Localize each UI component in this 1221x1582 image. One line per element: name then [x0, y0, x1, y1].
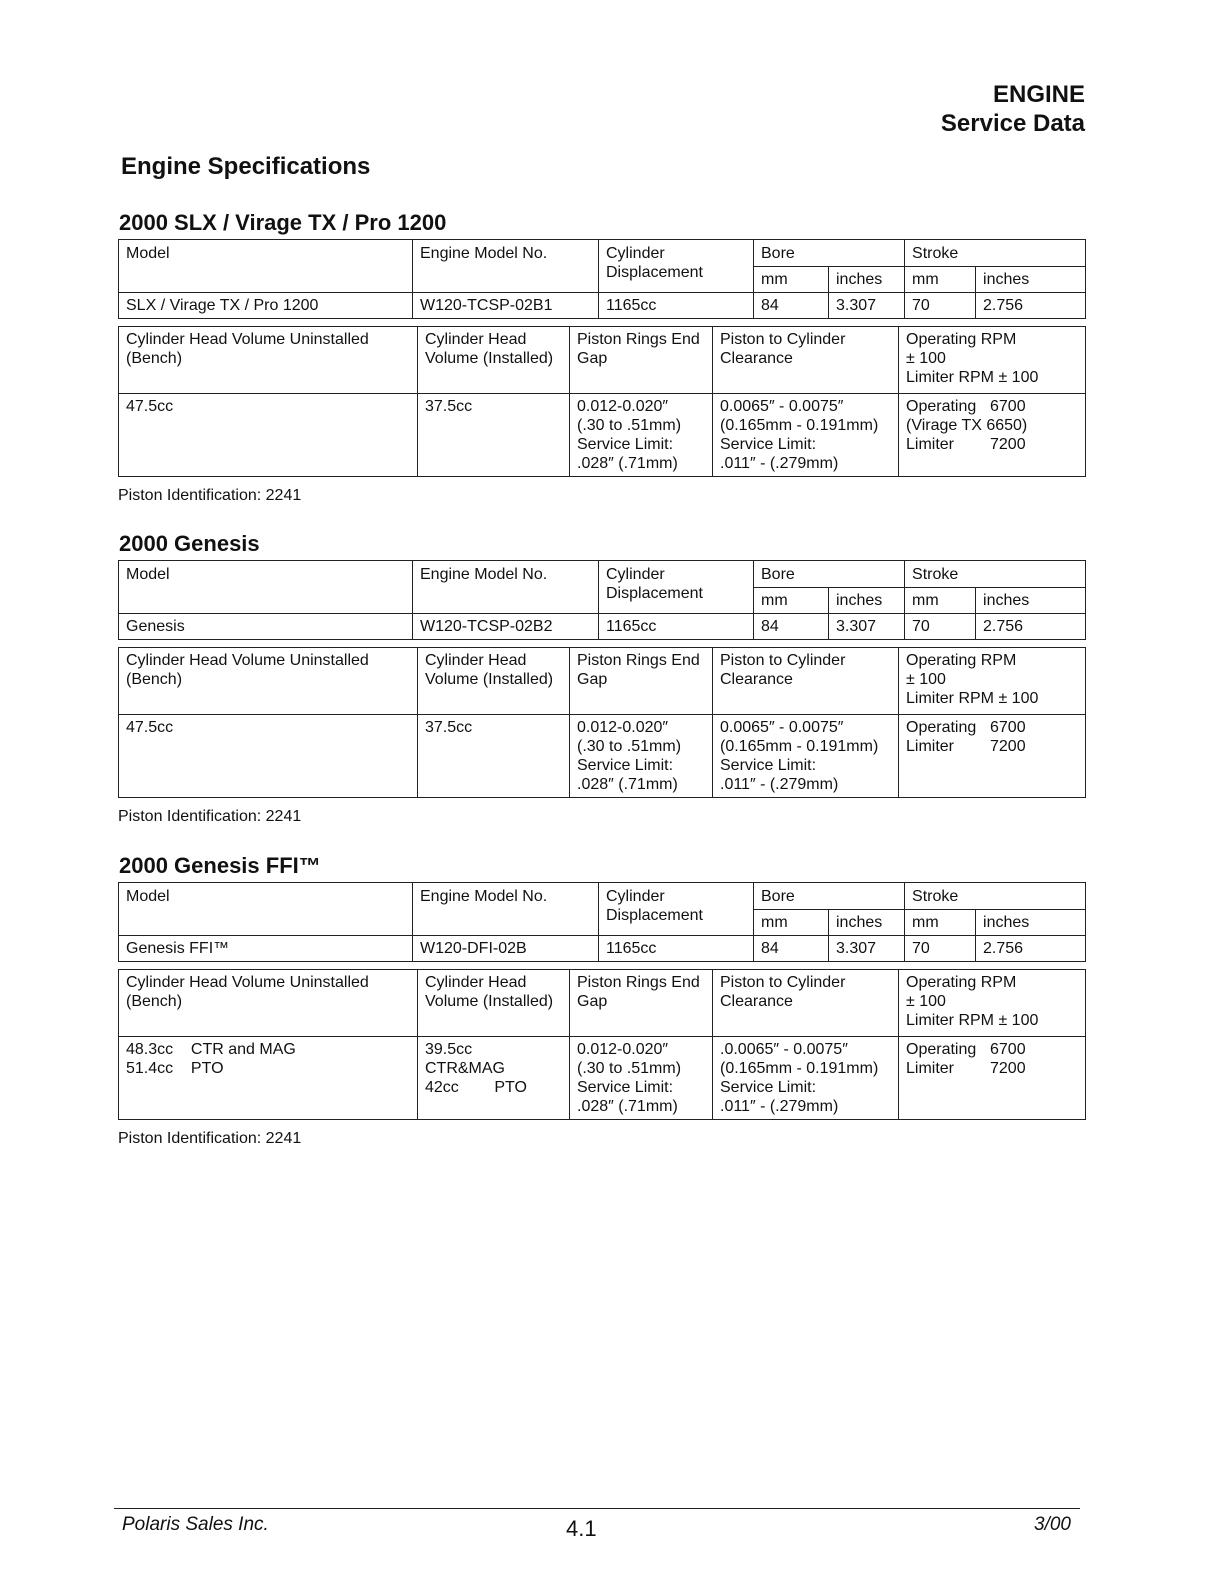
footer-publisher: Polaris Sales Inc.: [122, 1514, 269, 1535]
bore-mm-value: 84: [754, 936, 829, 962]
value-line: .028″ (.71mm): [577, 1098, 678, 1115]
value-line: (.30 to .51mm): [577, 1060, 682, 1077]
rpm-number: 7200: [990, 1060, 1026, 1077]
value-line: 0.012-0.020″: [577, 1041, 669, 1058]
bore-inches-header: inches: [829, 267, 905, 293]
rpm-header-line: ± 100: [906, 671, 946, 688]
head-uninstalled-value: [119, 394, 418, 477]
stroke-mm-header: mm: [905, 267, 976, 293]
section-title: 2000 Genesis: [119, 531, 260, 556]
value-line: (0.165mm - 0.191mm): [720, 417, 879, 434]
col-engine-model-header: Engine Model No.: [413, 561, 599, 614]
value-line: .011″ - (.279mm): [720, 455, 839, 472]
piston-clearance-header: Piston to Cylinder Clearance: [713, 970, 899, 1037]
model-value: Genesis: [119, 614, 413, 640]
footer-divider: [114, 1508, 1080, 1509]
value-line: (0.165mm - 0.191mm): [720, 1060, 879, 1077]
engine-dimensions-table: [118, 239, 1086, 319]
rpm-label: Limiter: [906, 1060, 955, 1077]
head-uninstalled-header: Cylinder Head Volume Uninstalled (Bench): [119, 327, 418, 394]
stroke-inches-header: inches: [976, 588, 1086, 614]
value-line: Service Limit:: [720, 757, 817, 774]
piston-identification: Piston Identification: 2241: [118, 808, 302, 825]
rpm-number: 6700: [990, 1041, 1026, 1058]
piston-rings-header: Piston Rings End Gap: [570, 327, 713, 394]
value-line: 0.0065″ - 0.0075″: [720, 719, 844, 736]
stroke-mm-value: 70: [905, 936, 976, 962]
section-title: 2000 Genesis FFI™: [119, 853, 321, 878]
value-line: Service Limit:: [720, 1079, 817, 1096]
col-model-header: Model: [119, 561, 413, 614]
rpm-value: [899, 394, 1086, 477]
value-line: 37.5cc: [425, 719, 473, 736]
col-engine-model-header: Engine Model No.: [413, 883, 599, 936]
rpm-value: [899, 715, 1086, 798]
rpm-label: Limiter: [906, 436, 955, 453]
rpm-limiter: [906, 435, 1078, 454]
head-uninstalled-header: Cylinder Head Volume Uninstalled (Bench): [119, 970, 418, 1037]
rpm-limiter: [906, 737, 1078, 756]
bore-mm-value: 84: [754, 293, 829, 319]
head-installed-value: [418, 1037, 570, 1120]
head-uninstalled-value: [119, 1037, 418, 1120]
engine-tolerance-table: [118, 969, 1086, 1120]
rpm-label: Operating: [906, 719, 977, 736]
value-line: .028″ (.71mm): [577, 455, 678, 472]
bore-mm-header: mm: [754, 910, 829, 936]
value-line: (0.165mm - 0.191mm): [720, 738, 879, 755]
piston-clearance-value: [713, 715, 899, 798]
value-line: (.30 to .51mm): [577, 738, 682, 755]
value-line: .011″ - (.279mm): [720, 776, 839, 793]
piston-rings-value: [570, 1037, 713, 1120]
piston-identification: Piston Identification: 2241: [118, 1130, 302, 1147]
value-line: 51.4cc PTO: [126, 1060, 224, 1077]
rpm-header-line: ± 100: [906, 993, 946, 1010]
value-line: Service Limit:: [720, 436, 817, 453]
value-line: 39.5cc: [425, 1041, 473, 1058]
value-line: 48.3cc CTR and MAG: [126, 1041, 296, 1058]
head-uninstalled-value: [119, 715, 418, 798]
head-installed-value: [418, 394, 570, 477]
bore-mm-value: 84: [754, 614, 829, 640]
col-bore-header: Bore: [754, 883, 905, 910]
rpm-header-line: Operating RPM: [906, 652, 1017, 669]
stroke-mm-value: 70: [905, 293, 976, 319]
rpm-extra: (Virage TX 6650): [906, 417, 1028, 434]
model-value: SLX / Virage TX / Pro 1200: [119, 293, 413, 319]
col-model-header: Model: [119, 883, 413, 936]
rpm-label: Limiter: [906, 738, 955, 755]
rpm-value: [899, 1037, 1086, 1120]
value-line: .0.0065″ - 0.0075″: [720, 1041, 848, 1058]
col-bore-header: Bore: [754, 240, 905, 267]
stroke-inches-header: inches: [976, 267, 1086, 293]
value-line: Service Limit:: [577, 436, 674, 453]
bore-inches-header: inches: [829, 588, 905, 614]
col-stroke-header: Stroke: [905, 240, 1086, 267]
rpm-header: [899, 327, 1086, 394]
rpm-header-line: Operating RPM: [906, 974, 1017, 991]
col-displacement-header: Cylinder Displacement: [599, 561, 754, 614]
value-line: 0.012-0.020″: [577, 719, 669, 736]
spec-section-slx: [118, 207, 1085, 505]
value-line: 37.5cc: [425, 398, 473, 415]
stroke-mm-value: 70: [905, 614, 976, 640]
piston-clearance-header: Piston to Cylinder Clearance: [713, 327, 899, 394]
col-model-header: Model: [119, 240, 413, 293]
rpm-header-line: Operating RPM: [906, 331, 1017, 348]
value-line: Service Limit:: [577, 757, 674, 774]
rpm-operating: [906, 1040, 1078, 1059]
page-title: Engine Specifications: [121, 153, 371, 180]
piston-rings-header: Piston Rings End Gap: [570, 648, 713, 715]
engine-dimensions-table: [118, 560, 1086, 640]
rpm-number: 7200: [990, 738, 1026, 755]
footer-date: 3/00: [1034, 1514, 1071, 1535]
value-line: 0.012-0.020″: [577, 398, 669, 415]
bore-inches-value: 3.307: [829, 936, 905, 962]
value-line: 47.5cc: [126, 719, 174, 736]
value-line: .011″ - (.279mm): [720, 1098, 839, 1115]
value-line: 0.0065″ - 0.0075″: [720, 398, 844, 415]
rpm-number: 6700: [990, 398, 1026, 415]
rpm-header: [899, 970, 1086, 1037]
rpm-header-line: Limiter RPM ± 100: [906, 1012, 1039, 1029]
col-stroke-header: Stroke: [905, 561, 1086, 588]
engine-model-value: W120-DFI-02B: [413, 936, 599, 962]
rpm-header-line: Limiter RPM ± 100: [906, 369, 1039, 386]
col-displacement-header: Cylinder Displacement: [599, 240, 754, 293]
piston-clearance-value: [713, 394, 899, 477]
document-header: [941, 80, 1085, 138]
engine-dimensions-table: [118, 882, 1086, 962]
rpm-number: 7200: [990, 436, 1026, 453]
rpm-operating: [906, 397, 1078, 416]
spec-section-genesis: [118, 528, 1085, 826]
head-installed-header: Cylinder Head Volume (Installed): [418, 327, 570, 394]
rpm-header: [899, 648, 1086, 715]
piston-clearance-header: Piston to Cylinder Clearance: [713, 648, 899, 715]
head-installed-header: Cylinder Head Volume (Installed): [418, 970, 570, 1037]
header-service-data: Service Data: [940, 110, 1085, 137]
value-line: Service Limit:: [577, 1079, 674, 1096]
spec-section-genesis-ffi: [118, 850, 1085, 1148]
rpm-number: 6700: [990, 719, 1026, 736]
piston-identification: Piston Identification: 2241: [118, 487, 302, 504]
displacement-value: 1165cc: [599, 936, 754, 962]
col-engine-model-header: Engine Model No.: [413, 240, 599, 293]
value-line: 47.5cc: [126, 398, 174, 415]
section-title: 2000 SLX / Virage TX / Pro 1200: [119, 210, 447, 235]
stroke-inches-value: 2.756: [976, 614, 1086, 640]
piston-rings-header: Piston Rings End Gap: [570, 970, 713, 1037]
bore-inches-value: 3.307: [829, 293, 905, 319]
col-bore-header: Bore: [754, 561, 905, 588]
footer-page-number: 4.1: [566, 1516, 597, 1541]
col-displacement-header: Cylinder Displacement: [599, 883, 754, 936]
bore-inches-value: 3.307: [829, 614, 905, 640]
model-value: Genesis FFI™: [119, 936, 413, 962]
head-uninstalled-header: Cylinder Head Volume Uninstalled (Bench): [119, 648, 418, 715]
engine-tolerance-table: [118, 326, 1086, 477]
col-stroke-header: Stroke: [905, 883, 1086, 910]
rpm-header-line: Limiter RPM ± 100: [906, 690, 1039, 707]
engine-model-value: W120-TCSP-02B2: [413, 614, 599, 640]
rpm-header-line: ± 100: [906, 350, 946, 367]
head-installed-header: Cylinder Head Volume (Installed): [418, 648, 570, 715]
piston-rings-value: [570, 394, 713, 477]
stroke-inches-header: inches: [976, 910, 1086, 936]
value-line: (.30 to .51mm): [577, 417, 682, 434]
displacement-value: 1165cc: [599, 614, 754, 640]
rpm-label: Operating: [906, 1041, 977, 1058]
stroke-mm-header: mm: [905, 910, 976, 936]
rpm-limiter: [906, 1059, 1078, 1078]
displacement-value: 1165cc: [599, 293, 754, 319]
value-line: 42cc PTO: [425, 1079, 527, 1096]
piston-clearance-value: [713, 1037, 899, 1120]
rpm-operating: [906, 718, 1078, 737]
stroke-inches-value: 2.756: [976, 293, 1086, 319]
bore-mm-header: mm: [754, 588, 829, 614]
stroke-inches-value: 2.756: [976, 936, 1086, 962]
rpm-label: Operating: [906, 398, 977, 415]
header-engine: ENGINE: [992, 81, 1085, 108]
engine-model-value: W120-TCSP-02B1: [413, 293, 599, 319]
value-line: .028″ (.71mm): [577, 776, 678, 793]
value-line: CTR&MAG: [425, 1060, 505, 1077]
stroke-mm-header: mm: [905, 588, 976, 614]
bore-mm-header: mm: [754, 267, 829, 293]
bore-inches-header: inches: [829, 910, 905, 936]
piston-rings-value: [570, 715, 713, 798]
engine-tolerance-table: [118, 647, 1086, 798]
head-installed-value: [418, 715, 570, 798]
